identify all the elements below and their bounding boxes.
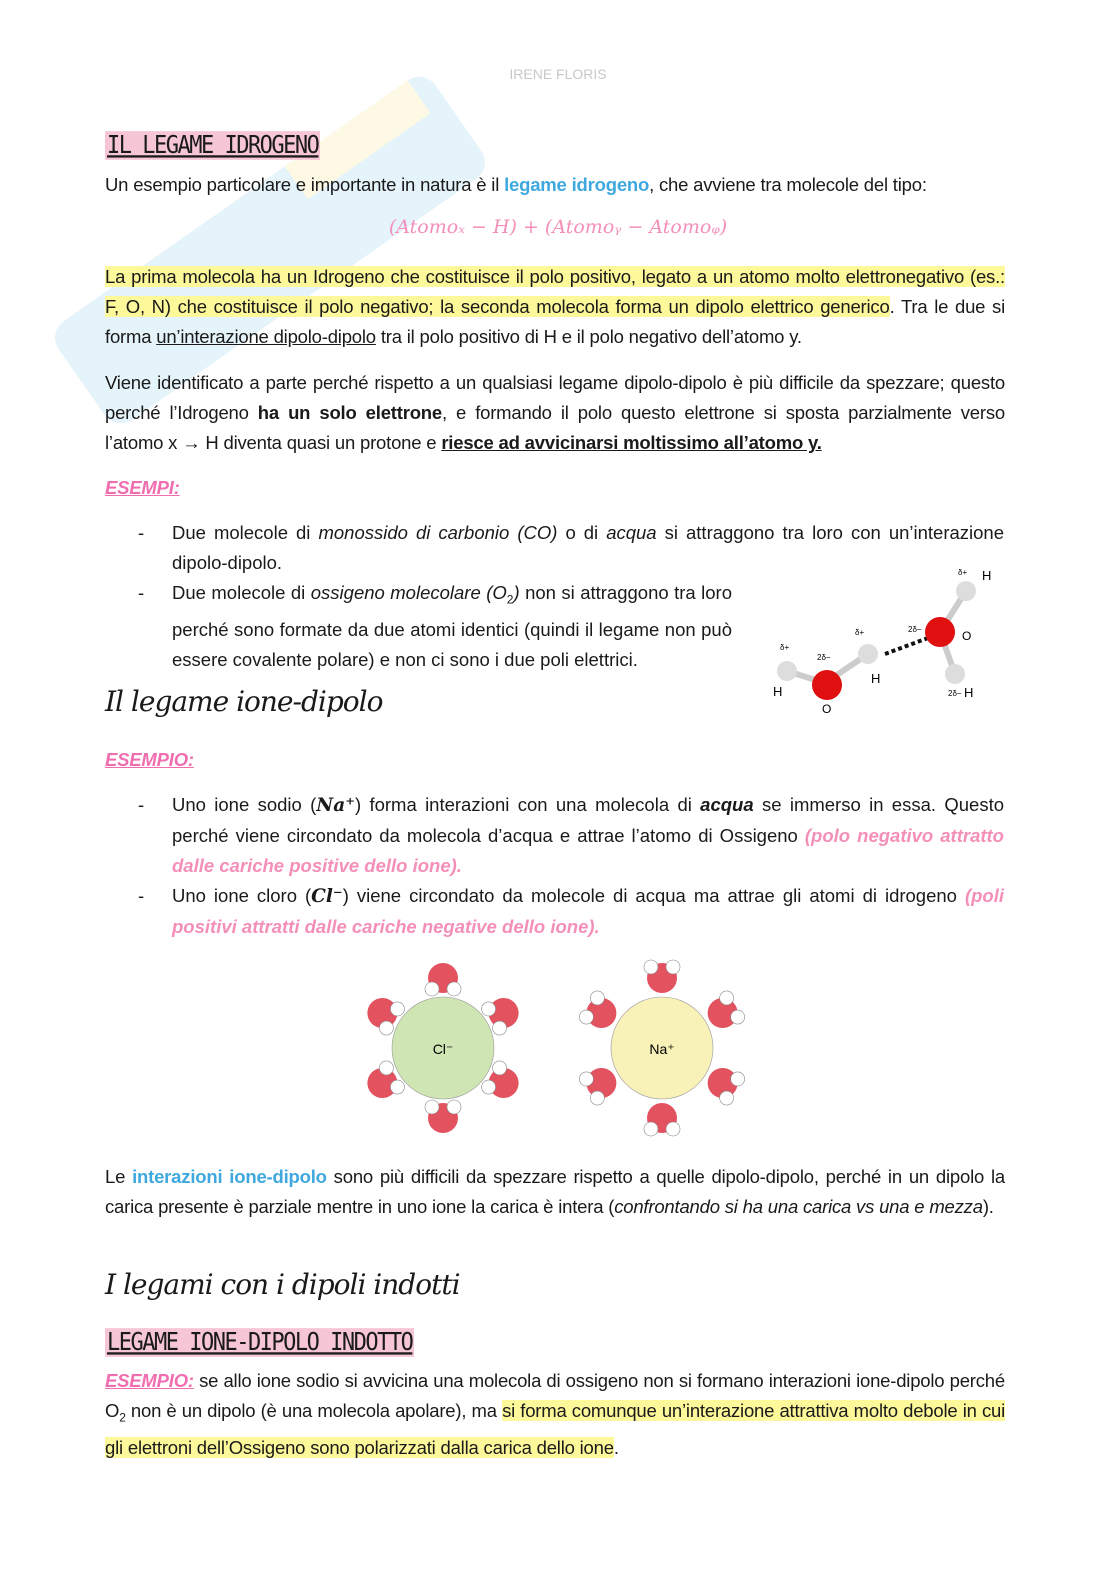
water-hydrogen xyxy=(379,1061,393,1075)
list-item: Due molecole di monossido di carbonio (CO) o di acqua si attraggono tra loro con un’interazione dipolo-dipolo. xyxy=(172,522,1005,573)
water-hydrogen xyxy=(579,1010,593,1024)
bullet-dash: - xyxy=(138,582,145,603)
svg-text:δ+: δ+ xyxy=(780,643,790,652)
highlight: La prima molecola ha un Idrogeno che costituisce il polo positivo, legato a un atomo molto elettronegativo (es.: F, O, N) che costituisce il polo negativo; la seconda molecola forma un dipolo elettrico generico xyxy=(105,266,1005,317)
svg-text:Na⁺: Na⁺ xyxy=(649,1041,675,1057)
bullet-dash: - xyxy=(138,885,145,906)
subsection-title-ion-induced-dipole: LEGAME IONE-DIPOLO INDOTTO xyxy=(107,1328,413,1357)
example-label: ESEMPIO: xyxy=(105,749,194,770)
examples-label: ESEMPI: xyxy=(105,477,180,498)
water-hydrogen-bond-figure xyxy=(760,560,1010,720)
bullet-dash: - xyxy=(138,522,145,543)
water-hydrogen xyxy=(390,1080,404,1094)
section-title-ion-dipole: Il legame ione-dipolo xyxy=(105,685,383,718)
oxygen-atom xyxy=(925,617,955,647)
water-hydrogen xyxy=(590,1091,604,1105)
term-hydrogen-bond: legame idrogeno xyxy=(504,174,650,195)
paragraph-polarity: La prima molecola ha un Idrogeno che costituisce il polo positivo, legato a un atomo molto elettronegativo (es.: F, O, N) che costituisce il polo negativo; la seconda molecola forma un dipolo elettrico generico. Tra le due si forma un’interazione dipolo-dipolo tra il polo positivo di H e il polo negativo dell’atomo y. xyxy=(105,266,1005,347)
svg-text:H: H xyxy=(871,671,881,686)
water-hydrogen xyxy=(379,1021,393,1035)
page-header: IRENE FLORIS xyxy=(509,66,607,82)
water-hydrogen xyxy=(447,982,461,996)
water-hydrogen xyxy=(731,1010,745,1024)
svg-text:H: H xyxy=(964,685,974,700)
list-item: Uno ione cloro (Cl⁻) viene circondato da molecole di acqua ma attrae gli atomi di idrogeno (poli positivi attratti dalle cariche negative dello ione). xyxy=(172,885,1005,937)
water-hydrogen xyxy=(666,1122,680,1136)
ion-hydration-figure xyxy=(355,950,755,1145)
water-hydrogen xyxy=(644,960,658,974)
water-hydrogen xyxy=(482,1080,496,1094)
water-hydrogen xyxy=(731,1072,745,1086)
svg-text:Cl⁻: Cl⁻ xyxy=(432,1041,454,1057)
svg-text:δ+: δ+ xyxy=(855,628,865,637)
water-hydrogen xyxy=(579,1072,593,1086)
water-hydrogen xyxy=(720,1091,734,1105)
water-hydrogen xyxy=(720,991,734,1005)
water-hydrogen xyxy=(425,1100,439,1114)
svg-text:H: H xyxy=(773,684,783,699)
water-hydrogen xyxy=(390,1002,404,1016)
hydrogen-atom xyxy=(858,644,878,664)
water-hydrogen xyxy=(447,1100,461,1114)
hydrogen-atom xyxy=(945,664,965,684)
section-title-hydrogen-bond: IL LEGAME IDROGENO xyxy=(107,131,319,160)
svg-text:2δ−: 2δ− xyxy=(817,653,831,662)
oxygen-atom xyxy=(812,670,842,700)
paragraph-ion-dipole: Le interazioni ione-dipolo sono più difficili da spezzare rispetto a quelle dipolo-dipolo, perché in un dipolo la carica presente è parziale mentre in uno ione la carica è intera (confrontando si ha una carica vs una e mezza). xyxy=(105,1166,1005,1217)
svg-text:O: O xyxy=(962,629,972,643)
svg-text:O: O xyxy=(822,702,832,716)
hydrogen-atom xyxy=(777,661,797,681)
formula: (Atomoₓ − H) + (Atomoᵧ − Atomoᵩ) xyxy=(388,216,728,238)
water-hydrogen xyxy=(644,1122,658,1136)
hydrogen-atom xyxy=(956,581,976,601)
list-item: Due molecole di ossigeno molecolare $(O_2)$ non si attraggono tra loro perché sono formate da due atomi identici (quindi il legame non può essere covalente polare) e non ci sono i due poli elettrici. xyxy=(172,582,733,670)
water-hydrogen xyxy=(482,1002,496,1016)
svg-text:2δ−: 2δ− xyxy=(948,689,962,698)
svg-text:H: H xyxy=(982,568,992,583)
bullet-dash: - xyxy=(138,794,145,815)
section-title-induced-dipoles: I legami con i dipoli indotti xyxy=(105,1268,460,1301)
water-hydrogen xyxy=(425,982,439,996)
water-hydrogen xyxy=(590,991,604,1005)
water-hydrogen xyxy=(666,960,680,974)
svg-text:δ+: δ+ xyxy=(958,568,968,577)
water-hydrogen xyxy=(493,1061,507,1075)
list-item: Uno ione sodio (Na⁺) forma interazioni con una molecola di acqua se immerso in essa. Questo perché viene circondato da molecola d’acqua e attrae l’atomo di Ossigeno (polo negativo attratto dalle cariche positive dello ione). xyxy=(172,794,1004,876)
paragraph-strength: Viene identificato a parte perché rispetto a un qualsiasi legame dipolo-dipolo è più difficile da spezzare; questo perché l’Idrogeno ha un solo elettrone, e formando il polo questo elettrone si sposta parzialmente verso l’atomo x → H diventa quasi un protone e riesce ad avvicinarsi moltissimo all’atomo y. xyxy=(105,372,1005,453)
paragraph-induced: ESEMPIO: se allo ione sodio si avvicina una molecola di ossigeno non si formano interazioni ione-dipolo perché $O_2$ non è un dipolo (è una molecola apolare), ma si forma comunque un’interazione attrattiva molto debole in cui gli elettroni dell’Ossigeno sono polarizzati dalla carica dello ione. xyxy=(105,1370,1005,1458)
intro-paragraph: Un esempio particolare e importante in natura è il legame idrogeno, che avviene tra molecole del tipo: xyxy=(105,174,927,195)
water-hydrogen xyxy=(493,1021,507,1035)
svg-text:2δ−: 2δ− xyxy=(908,625,922,634)
